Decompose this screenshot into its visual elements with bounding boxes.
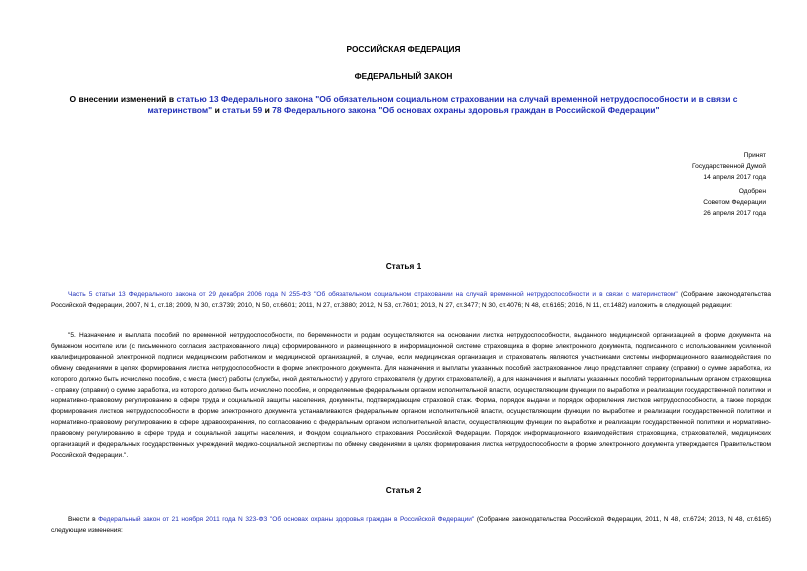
title-link-article-78[interactable]: 78 Федерального закона "Об основах охраны здоровья граждан в Российской Федерации" — [272, 105, 660, 115]
title-link-article-59[interactable]: статьи 59 — [222, 105, 263, 115]
approval-line-1: Одобрен — [738, 188, 766, 195]
law-type-heading: ФЕДЕРАЛЬНЫЙ ЗАКОН — [354, 71, 453, 81]
title-text-3: и — [262, 105, 273, 115]
country-heading: РОССИЙСКАЯ ФЕДЕРАЦИЯ — [346, 44, 461, 54]
article-1-intro — [51, 290, 771, 312]
article-2-intro — [51, 515, 771, 537]
law-title — [52, 94, 755, 116]
approval-line-3: 26 апреля 2017 года — [703, 210, 766, 217]
approval-block — [606, 186, 766, 219]
article-1-heading: Статья 1 — [385, 261, 422, 271]
acceptance-block — [606, 150, 766, 183]
article-1-quote: "5. Назначение и выплата пособий по временной нетрудоспособности, по беременности и родам осуществляются на основании листка нетрудоспособности, выданного медицинской организацией в форме документа на бумажном носителе или (с письменного согласия застрахованного лица) сформированного и размещенного в информационной системе страховщика в форме электронного документа, подписанного с использованием усиленной квалифицированной электронной подписи медицинским работником и медицинской организацией, в случае, если медицинская организация и страхователь являются участниками системы информационного взаимодействия по обмену сведениями в целях формирования листка нетрудоспособности в форме электронного документа. Для назначения и выплаты указанных пособий застрахованное лицо представляет справку (справки) о сумме заработка, из которого должно быть исчислено пособие, с места (мест) работы (службы, иной деятельности) у другого страхователя (у других страхователей), а для назначения и выплаты указанных пособий территориальным органом страховщика - справку (справки) о сумме заработка, из которого должно быть исчислено пособие, и определяемые федеральным органом исполнительной власти, осуществляющим функции по выработке и реализации государственной политики и нормативно-правовому регулированию в сфере труда и социальной защиты населения, документы, подтверждающие страховой стаж. Форма, порядок выдачи и порядок оформления листков нетрудоспособности, а также порядок формирования листков нетрудоспособности в форме электронного документа устанавливаются федеральным органом исполнительной власти, осуществляющим функции по выработке и реализации государственной политики и нормативно-правовому регулированию в сфере здравоохранения, по согласованию с федеральным органом исполнительной власти, осуществляющим функции по выработке и реализации государственной политики и нормативно-правовому регулированию в сфере труда и социальной защиты населения, и Фондом социального страхования Российской Федерации. Порядок информационного взаимодействия страховщика, страхователей, медицинских организаций и федеральных государственных учреждений медико-социальной экспертизы по обмену сведениями в целях формирования листка нетрудоспособности в форме электронного документа утверждается Правительством Российской Федерации.". — [51, 332, 771, 459]
acceptance-line-2: Государственной Думой — [692, 163, 766, 170]
title-text-2: и — [212, 105, 223, 115]
article-1-law-link[interactable]: Часть 5 статьи 13 Федерального закона от 29 декабря 2006 года N 255-ФЗ "Об обязательном социальном страховании на случай временной нетрудоспособности и в связи с материнством" — [68, 291, 678, 298]
approval-line-2: Советом Федерации — [703, 199, 766, 206]
article-2-intro-pre: Внести в — [68, 516, 99, 523]
acceptance-line-3: 14 апреля 2017 года — [703, 174, 766, 181]
article-2-heading: Статья 2 — [385, 485, 422, 495]
article-1-intro-text: (Собрание законодательства Российской Федерации, 2007, N 1, ст.18; 2009, N 30, ст.3739; 2010, N 50, ст.6601; 2011, N 27, ст.3880; 2012, N 53, ст.7601; 2013, N 27, ст.3477; N 30, ст.4076; N 48, ст.6165; 2016, N 11, ст.1482) изложить в следующей редакции: — [51, 291, 771, 309]
acceptance-line-1: Принят — [743, 152, 766, 159]
article-2-law-link[interactable]: Федеральный закон от 21 ноября 2011 года N 323-ФЗ "Об основах охраны здоровья граждан в Российской Федерации" — [98, 516, 475, 523]
article-2-intro-text: (Собрание законодательства Российской Федерации, 2011, N 48, ст.6724; 2013, N 48, ст.6165) следующие изменения: — [51, 516, 772, 534]
title-link-article-13[interactable]: статью 13 Федерального закона "Об обязательном социальном страховании на случай временной нетрудоспособности и в связи с материнством" — [147, 94, 738, 115]
title-text-1: О внесении изменений в — [69, 94, 177, 104]
